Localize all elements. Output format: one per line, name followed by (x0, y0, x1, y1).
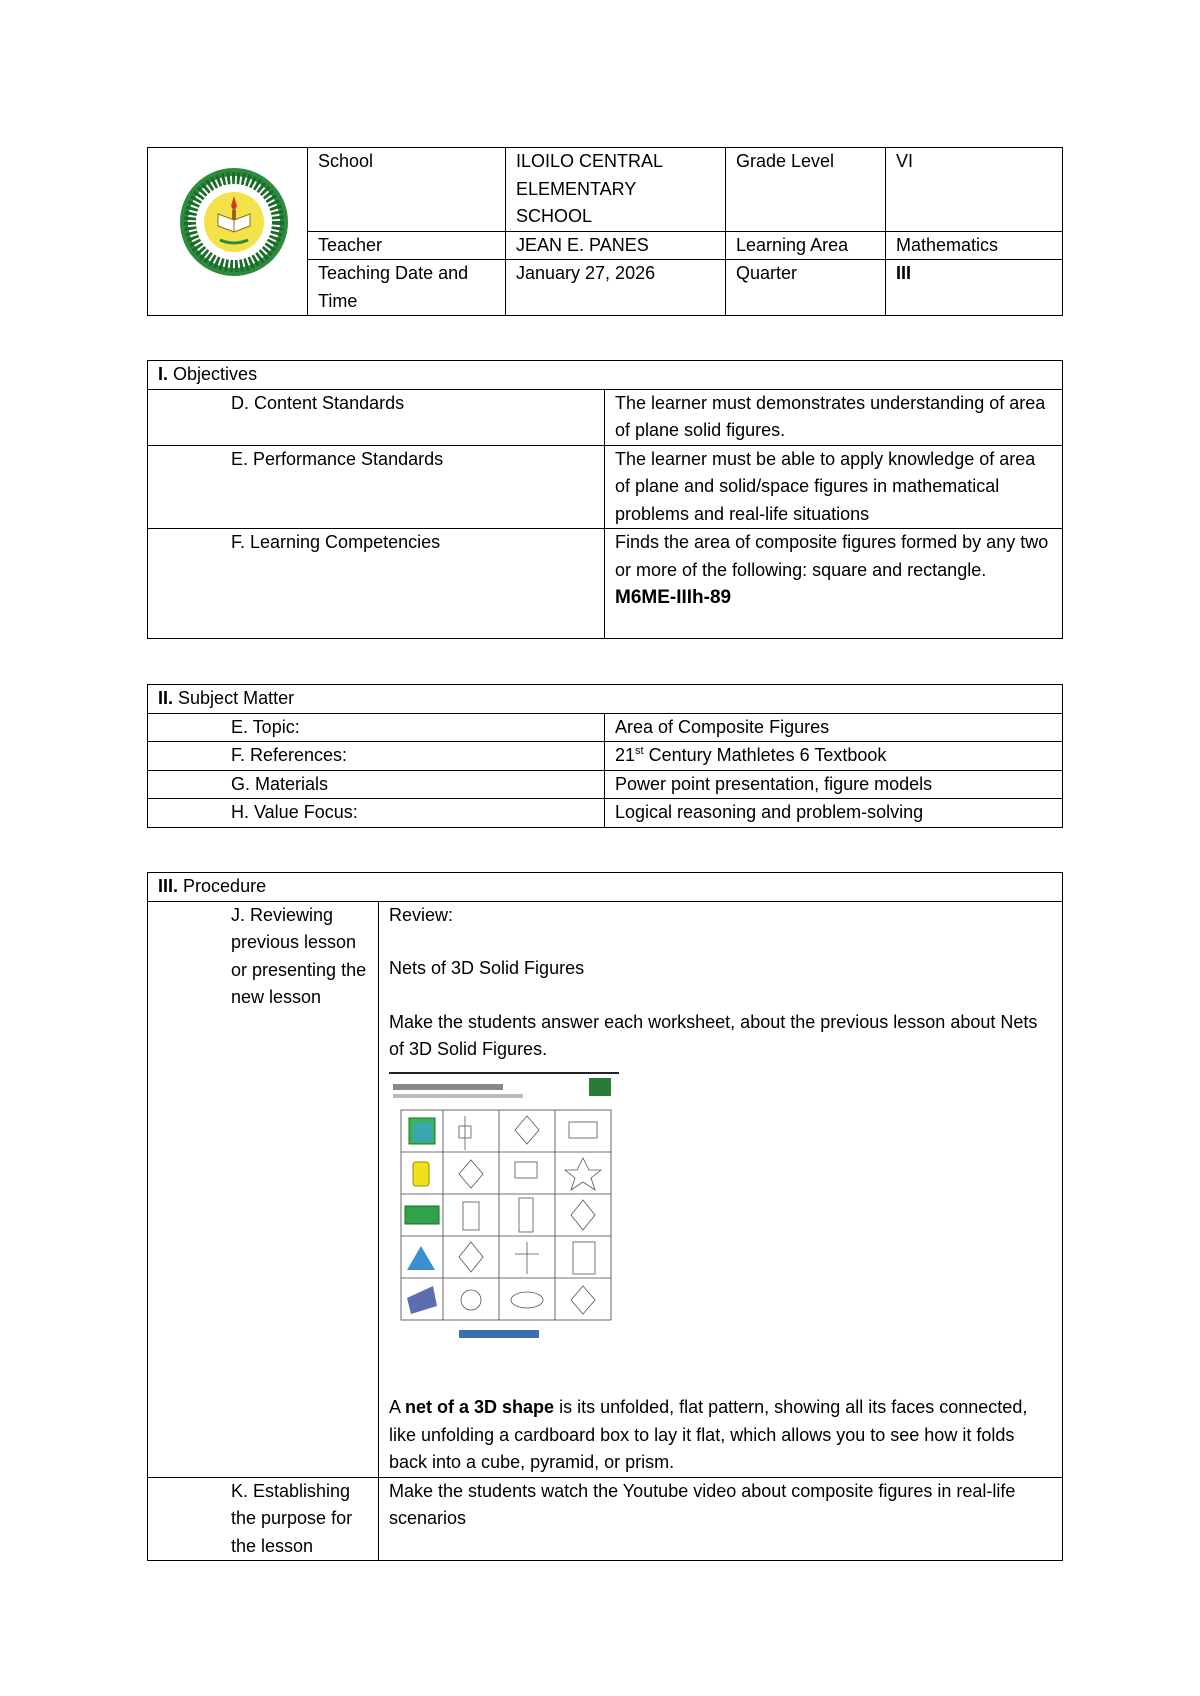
grade-label: Grade Level (726, 148, 886, 232)
area-label: Learning Area (726, 231, 886, 260)
worksheet-image (389, 1070, 619, 1350)
net-definition: A net of a 3D shape is its unfolded, flat pattern, showing all its faces connected, like unfolding a cardboard box to lay it flat, which allows you to see how it folds back into a cube, pyramid, or prism. (389, 1397, 1028, 1472)
materials-label: G. Materials (148, 770, 605, 799)
procedure-heading: III. Procedure (148, 873, 1063, 902)
value-focus-label: H. Value Focus: (148, 799, 605, 828)
reviewing-label: J. Reviewing previous lesson or presenting the new lesson (148, 901, 379, 1477)
header-table (147, 147, 1063, 316)
references-label: F. References: (148, 742, 605, 771)
school-logo-icon (178, 166, 290, 278)
learning-competencies-value (605, 529, 1063, 639)
review-instruction: Make the students answer each worksheet, about the previous lesson about Nets of 3D Solid Figures. (389, 1011, 1038, 1059)
materials-value: Power point presentation, figure models (605, 770, 1063, 799)
establishing-content: Make the students watch the Youtube video about composite figures in real-life scenarios (379, 1477, 1063, 1561)
content-standards-value: The learner must demonstrates understanding of area of plane solid figures. (605, 389, 1063, 445)
review-heading: Review: (389, 904, 454, 925)
learning-competencies-label: F. Learning Competencies (148, 529, 605, 639)
quarter-value: III (886, 260, 1063, 316)
competency-code: M6ME-IIIh-89 (615, 587, 732, 608)
grade-value: VI (886, 148, 1063, 232)
date-value: January 27, 2026 (506, 260, 726, 316)
objectives-heading: I. Objectives (148, 361, 1063, 390)
school-value: ILOILO CENTRAL ELEMENTARY SCHOOL (506, 148, 726, 232)
procedure-table (147, 872, 1063, 1561)
subject-heading: II. Subject Matter (148, 685, 1063, 714)
school-label: School (308, 148, 506, 232)
topic-value: Area of Composite Figures (605, 713, 1063, 742)
performance-standards-value: The learner must be able to apply knowledge of area of plane and solid/space figures in mathematical problems and real-life situations (605, 445, 1063, 529)
objectives-table (147, 360, 1063, 639)
subject-matter-table (147, 684, 1063, 828)
teacher-label: Teacher (308, 231, 506, 260)
date-label: Teaching Date and Time (308, 260, 506, 316)
competency-text: Finds the area of composite figures formed by any two or more of the following: square and rectangle. (615, 532, 1049, 580)
content-standards-label: D. Content Standards (148, 389, 605, 445)
topic-label: E. Topic: (148, 713, 605, 742)
reviewing-content (379, 901, 1063, 1477)
references-value: 21st Century Mathletes 6 Textbook (605, 742, 1063, 771)
value-focus-value: Logical reasoning and problem-solving (605, 799, 1063, 828)
logo-cell (148, 148, 308, 316)
review-topic: Nets of 3D Solid Figures (389, 958, 585, 978)
performance-standards-label: E. Performance Standards (148, 445, 605, 529)
area-value: Mathematics (886, 231, 1063, 260)
quarter-label: Quarter (726, 260, 886, 316)
establishing-label: K. Establishing the purpose for the lesson (148, 1477, 379, 1561)
teacher-value: JEAN E. PANES (506, 231, 726, 260)
